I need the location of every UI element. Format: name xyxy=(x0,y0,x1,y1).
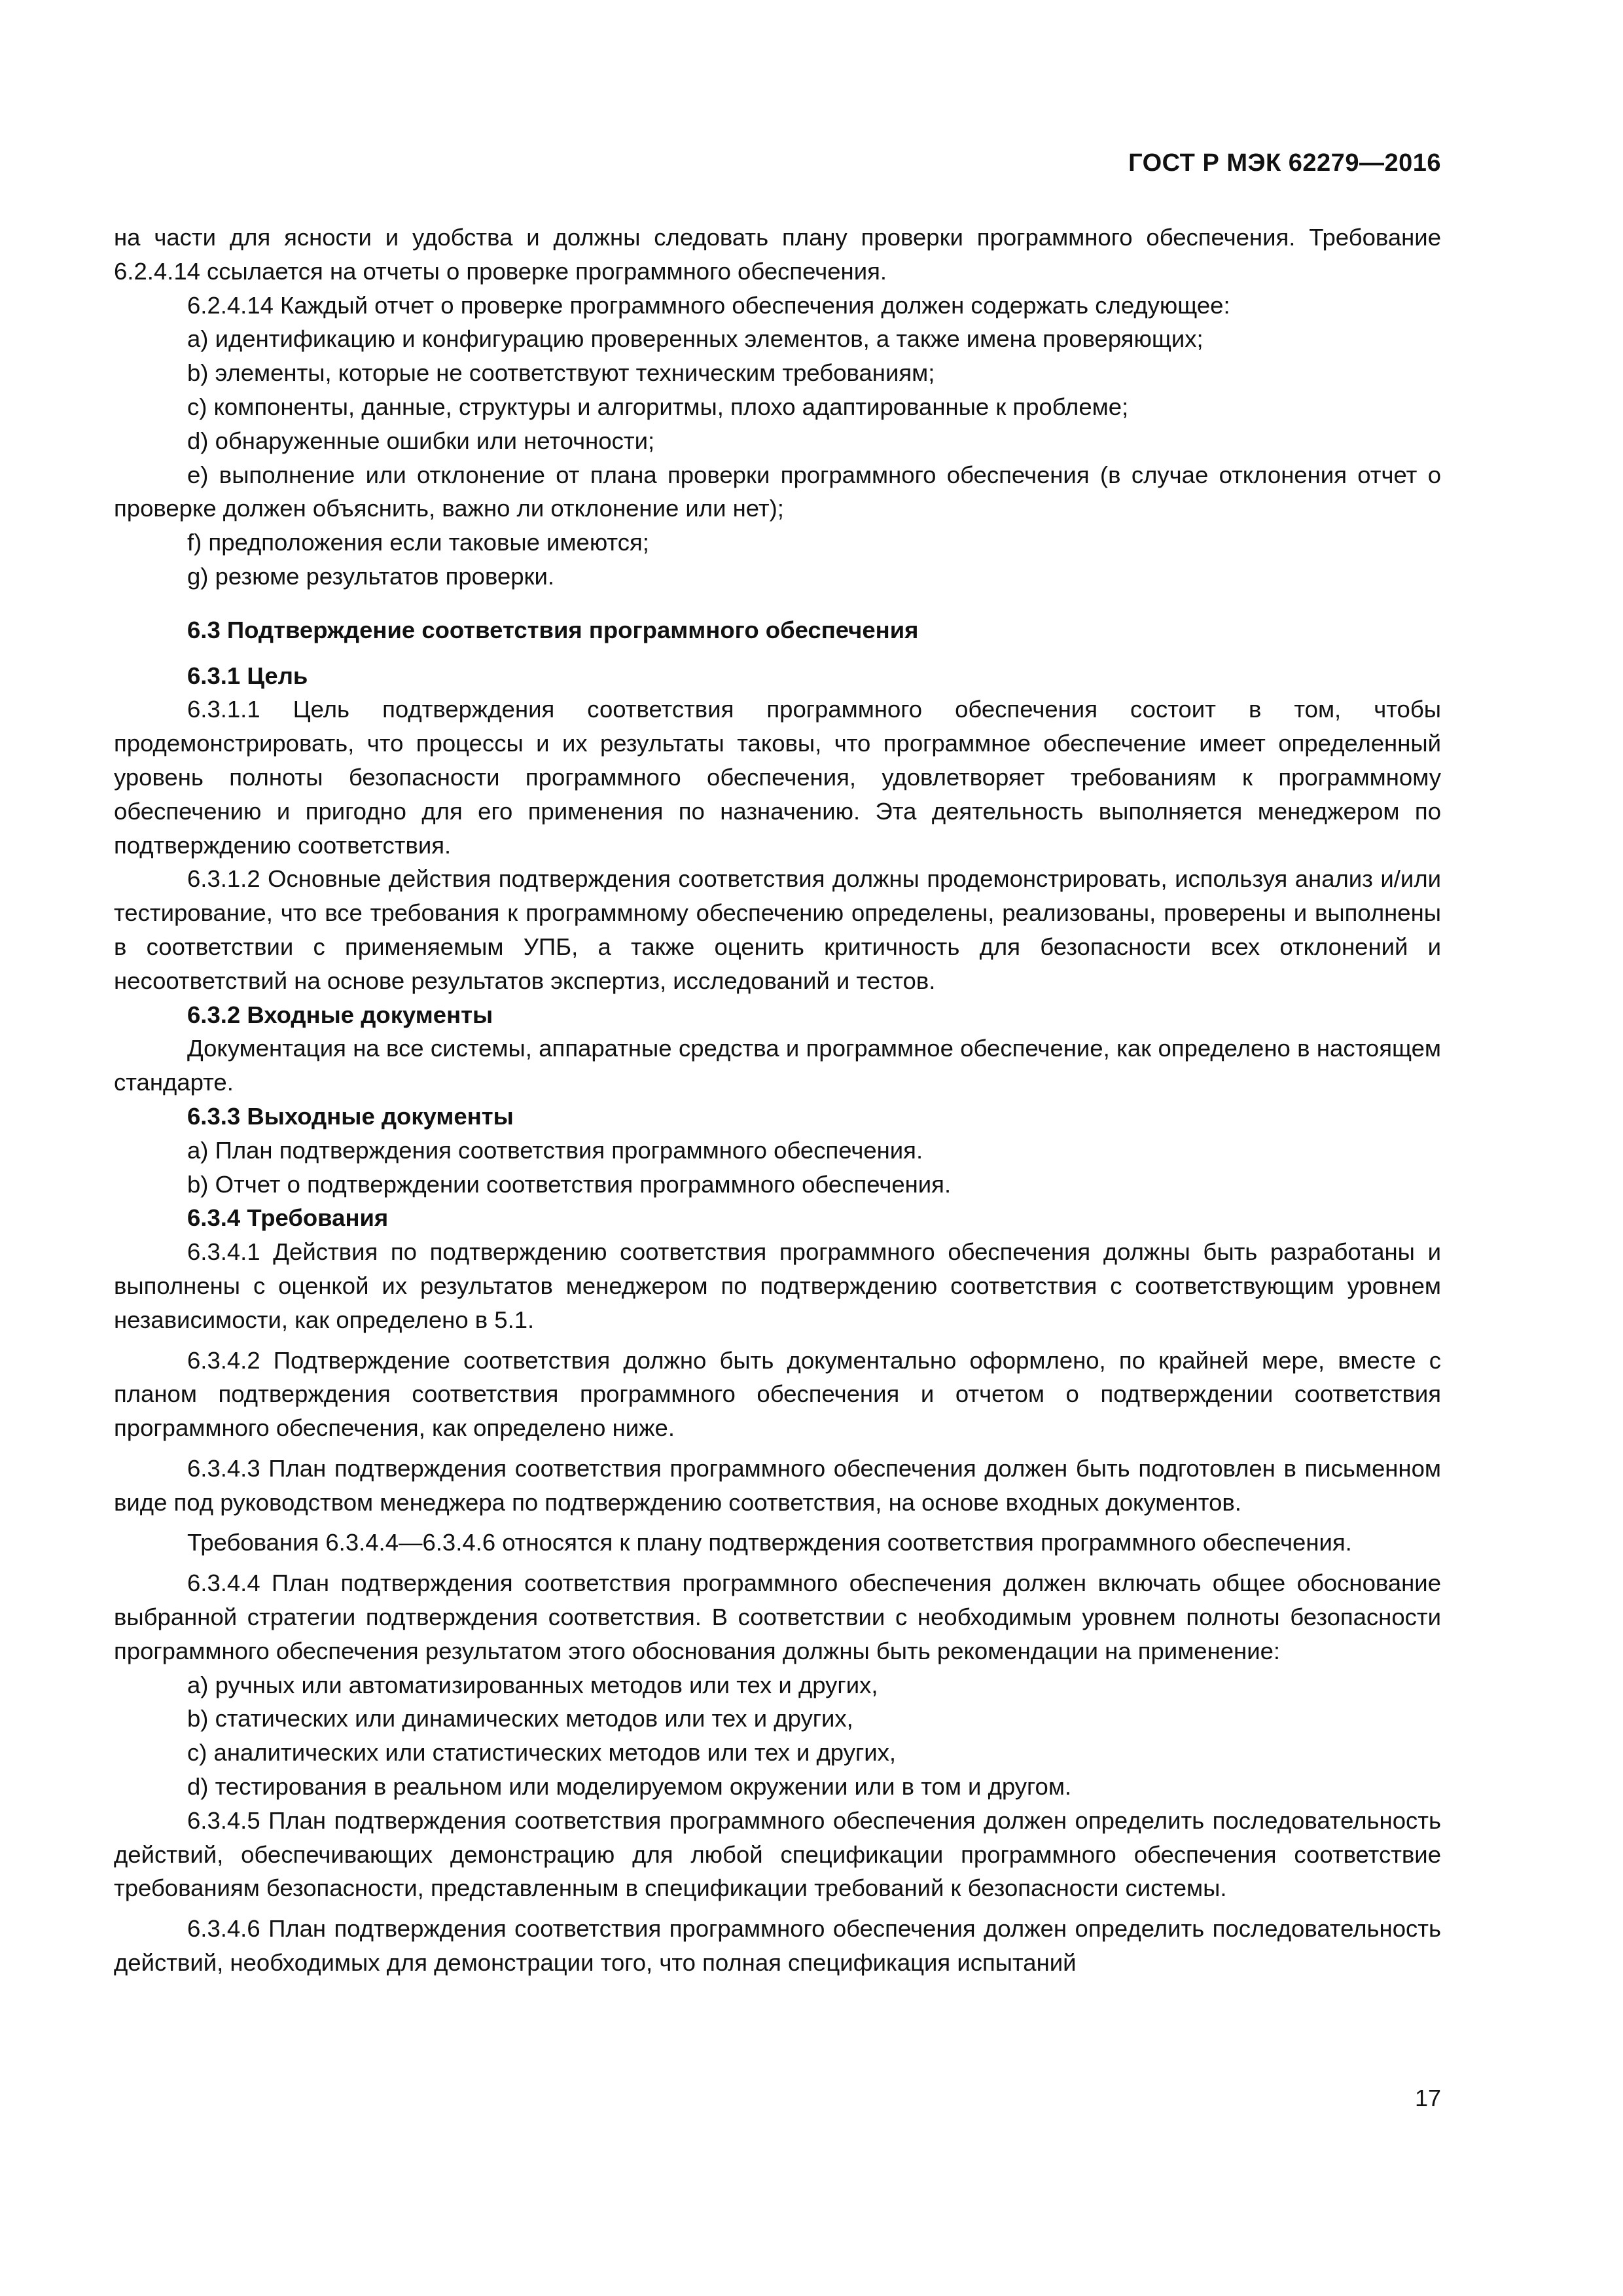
subsection-heading: 6.3.1 Цель xyxy=(187,662,308,689)
paragraph: 6.3.4.3 План подтверждения соответствия программного обеспечения должен быть подготовлен в письменном виде под руководством менеджера по подтверждению соответствия, на основе входных документов. xyxy=(114,1454,1441,1516)
list-item: g) резюме результатов проверки. xyxy=(187,562,555,590)
paragraph: 6.3.4.4 План подтверждения соответствия программного обеспечения должен включать общее обоснование выбранной стратегии подтверждения соответствия. В соответствии с необходимым уровнем полноты безопасности программного обеспечения результатом этого обоснования должны быть рекомендации на применение: xyxy=(114,1570,1441,1664)
list-item: b) элементы, которые не соответствуют техническим требованиям; xyxy=(187,359,935,387)
list-item: a) План подтверждения соответствия программного обеспечения. xyxy=(187,1136,923,1164)
paragraph: 6.3.4.1 Действия по подтверждению соответствия программного обеспечения должны быть разработаны и выполнены с оценкой их результатов менеджером по подтверждению соответствия с соответствующим уровнем независимости, как определено в 5.1. xyxy=(114,1238,1441,1333)
list-item: e) выполнение или отклонение от плана проверки программного обеспечения (в случае отклонения отчет о проверке должен объяснить, важно ли отклонение или нет); xyxy=(114,461,1441,522)
paragraph: Документация на все системы, аппаратные средства и программное обеспечение, как определено в настоящем стандарте. xyxy=(114,1035,1441,1096)
list-item: f) предположения если таковые имеются; xyxy=(187,529,649,556)
paragraph: 6.3.4.2 Подтверждение соответствия должно быть документально оформлено, по крайней мере, вместе с планом подтверждения соответствия программного обеспечения и отчетом о подтверждении соответствия программного обеспечения, как определено ниже. xyxy=(114,1346,1441,1442)
subsection-heading: 6.3.4 Требования xyxy=(187,1204,389,1232)
list-item: c) компоненты, данные, структуры и алгоритмы, плохо адаптированные к проблеме; xyxy=(187,393,1129,420)
paragraph: 6.3.4.6 План подтверждения соответствия программного обеспечения должен определить последовательность действий, необходимых для демонстрации того, что полная спецификация испытаний xyxy=(114,1915,1441,1977)
paragraph: 6.3.4.5 План подтверждения соответствия программного обеспечения должен определить последовательность действий, обеспечивающих демонстрацию для любой спецификации программного обеспечения соответствие требованиям безопасности, представленным в спецификации требований к безопасности системы. xyxy=(114,1806,1441,1902)
paragraph: на части для ясности и удобства и должны следовать плану проверки программного обеспечения. Требование 6.2.4.14 ссылается на отчеты о проверке программного обеспечения. xyxy=(114,224,1441,285)
document-header-id: ГОСТ Р МЭК 62279—2016 xyxy=(1128,149,1441,177)
paragraph: 6.2.4.14 Каждый отчет о проверке программного обеспечения должен содержать следующее: xyxy=(187,291,1230,319)
page-number: 17 xyxy=(1414,2085,1441,2111)
subsection-heading: 6.3.3 Выходные документы xyxy=(187,1102,514,1130)
list-item: a) идентификацию и конфигурацию проверенных элементов, а также имена проверяющих; xyxy=(187,325,1204,353)
subsection-heading: 6.3.2 Входные документы xyxy=(187,1001,493,1028)
list-item: d) тестирования в реальном или моделируемом окружении или в том и другом. xyxy=(187,1773,1072,1801)
list-item: b) Отчет о подтверждении соответствия программного обеспечения. xyxy=(187,1170,952,1198)
paragraph: 6.3.1.1 Цель подтверждения соответствия программного обеспечения состоит в том, чтобы продемонстрировать, что процессы и их результаты таковы, что программное обеспечение имеет определенный уровень полноты безопасности программного обеспечения, удовлетворяет требованиям к программному обеспечению и пригодно для его применения по назначению. Эта деятельность выполняется менеджером по подтверждению соответствия. xyxy=(114,696,1441,859)
document-body xyxy=(114,221,1441,1980)
paragraph: 6.3.1.2 Основные действия подтверждения соответствия должны продемонстрировать, используя анализ и/или тестирование, что все требования к программному обеспечению определены, реализованы, проверены и выполнены в соответствии с применяемым УПБ, а также оценить критичность для безопасности всех отклонений и несоответствий на основе результатов экспертиз, исследований и тестов. xyxy=(114,865,1441,994)
list-item: a) ручных или автоматизированных методов или тех и других, xyxy=(187,1671,878,1698)
list-item: d) обнаруженные ошибки или неточности; xyxy=(187,427,655,454)
list-item: b) статических или динамических методов или тех и других, xyxy=(187,1705,853,1732)
paragraph: Требования 6.3.4.4—6.3.4.6 относятся к плану подтверждения соответствия программного обеспечения. xyxy=(187,1529,1352,1556)
list-item: c) аналитических или статистических методов или тех и других, xyxy=(187,1739,897,1767)
section-heading: 6.3 Подтверждение соответствия программного обеспечения xyxy=(187,616,919,643)
